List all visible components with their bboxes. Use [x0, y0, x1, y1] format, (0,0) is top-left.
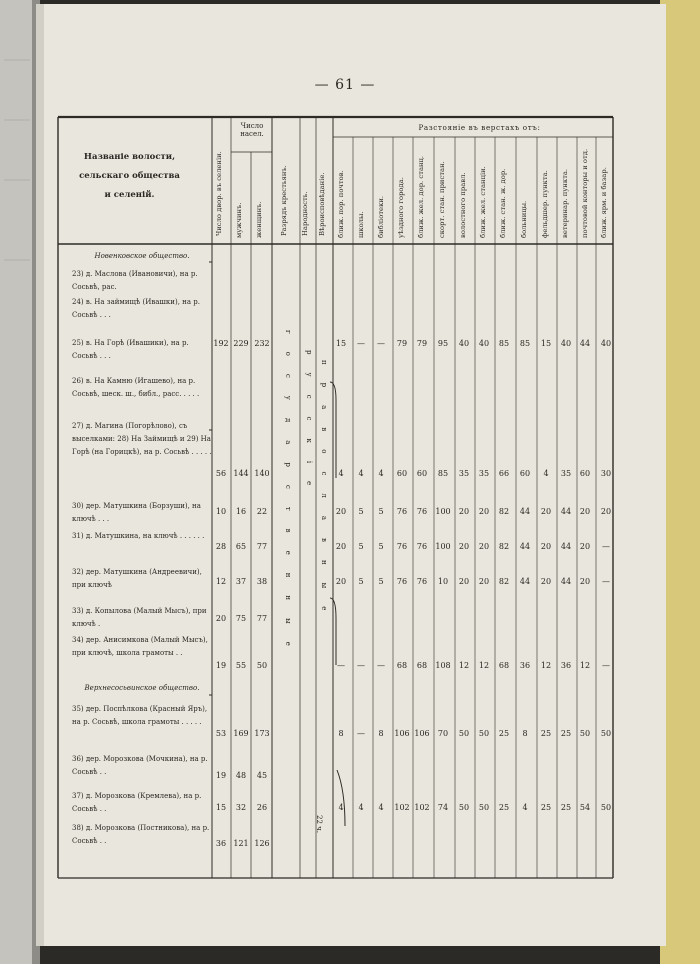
cell-households: 12: [215, 577, 227, 586]
table-row-label: 34) дер. Анисимкова (Малый Мысъ), при ключѣ, школа грамоты . .: [72, 636, 208, 657]
table-row-label: 31) д. Матушкина, на ключѣ . . . . . .: [72, 532, 205, 540]
cell-distance: 100: [435, 542, 451, 551]
cell-women: 232: [254, 339, 270, 348]
cell-men: 48: [235, 771, 247, 780]
cell-distance: 76: [416, 507, 428, 516]
cell-distance: 74: [437, 803, 449, 812]
distance-column-header: библіотеки.: [377, 195, 385, 238]
cell-distance: 36: [560, 661, 572, 670]
cell-distance: 25: [498, 803, 510, 812]
cell-distance: 76: [396, 577, 408, 586]
table-row-label: 35) дер. Поспѣлкова (Красный Яръ), на р. Сосьвѣ, школа грамоты . . . . .: [72, 705, 208, 726]
cell-distance: 44: [519, 507, 531, 516]
cell-distance: 10: [437, 577, 449, 586]
cell-distance: 25: [540, 803, 552, 812]
cell-distance: 50: [600, 729, 612, 738]
column-header-population: Число насел.: [240, 122, 264, 138]
cell-women: 38: [256, 577, 268, 586]
extra-vertical-text: 22 ч.: [315, 815, 323, 833]
cell-distance: 35: [478, 469, 490, 478]
cell-distance: 4: [358, 469, 364, 478]
cell-distance: —: [337, 661, 345, 670]
cell-distance: 20: [335, 542, 347, 551]
cell-distance: 25: [540, 729, 552, 738]
cell-distance: 70: [437, 729, 449, 738]
cell-distance: 20: [600, 507, 612, 516]
cell-distance: 20: [579, 542, 591, 551]
cell-women: 22: [256, 507, 268, 516]
table-row-label: 26) в. На Камню (Игашево), на р. Сосьвѣ, шеск. ш., библ., расс. . . . .: [72, 377, 200, 398]
cell-distance: 4: [522, 803, 528, 812]
table-row-label: Верхнесосьвинское общество.: [84, 684, 200, 692]
distance-column-header: ближ. жел. станціи.: [479, 166, 487, 238]
cell-distance: —: [357, 661, 365, 670]
cell-distance: 20: [335, 507, 347, 516]
cell-distance: 44: [560, 542, 572, 551]
column-header-name-line-3: и селеній.: [104, 190, 155, 200]
cell-distance: 25: [560, 729, 572, 738]
cell-distance: —: [357, 339, 365, 348]
cell-distance: 20: [335, 577, 347, 586]
cell-distance: 4: [338, 803, 344, 812]
cell-distance: 50: [458, 803, 470, 812]
cell-men: 169: [233, 729, 249, 738]
cell-distance: 15: [335, 339, 347, 348]
cell-distance: 68: [416, 661, 428, 670]
cell-distance: —: [377, 661, 385, 670]
cell-distance: 20: [478, 542, 490, 551]
cell-distance: 5: [378, 577, 384, 586]
cell-households: 36: [215, 839, 227, 848]
cell-women: 140: [254, 469, 270, 478]
cell-distance: 5: [358, 577, 364, 586]
distance-column-header: почтовой конторы и отд.: [581, 148, 589, 238]
cell-distance: 100: [435, 507, 451, 516]
cell-distance: 68: [498, 661, 510, 670]
table-row-label: 25) в. На Горѣ (Ивашики), на р. Сосьвѣ . . .: [72, 339, 189, 360]
distance-column-header: ветеринар. пункта.: [561, 168, 569, 238]
cell-distance: 76: [396, 507, 408, 516]
distance-column-header: волостного правл.: [459, 172, 467, 238]
cell-distance: 12: [579, 661, 591, 670]
cell-distance: 5: [358, 507, 364, 516]
cell-households: 20: [215, 614, 227, 623]
cell-distance: 15: [540, 339, 552, 348]
cell-distance: 95: [437, 339, 449, 348]
column-header-women: женщинъ.: [255, 201, 263, 238]
cell-distance: 8: [378, 729, 384, 738]
cell-men: 144: [233, 469, 249, 478]
cell-distance: —: [602, 577, 610, 586]
cell-distance: 106: [414, 729, 430, 738]
cell-distance: 20: [579, 507, 591, 516]
cell-men: 55: [235, 661, 247, 670]
cell-women: 26: [256, 803, 268, 812]
cell-distance: 12: [478, 661, 490, 670]
cell-distance: 82: [498, 577, 510, 586]
cell-distance: 60: [579, 469, 591, 478]
cell-distance: 44: [579, 339, 591, 348]
cell-distance: 50: [600, 803, 612, 812]
cell-distance: 20: [540, 542, 552, 551]
cell-households: 10: [215, 507, 227, 516]
column-header-men: мужчинъ.: [235, 202, 243, 238]
cell-distance: 40: [478, 339, 490, 348]
cell-distance: 20: [579, 577, 591, 586]
cell-women: 77: [256, 614, 268, 623]
table-row-label: Новенковское общество.: [94, 252, 190, 260]
faith-vertical-text: православные: [320, 360, 328, 629]
cell-households: 15: [215, 803, 227, 812]
cell-households: 28: [215, 542, 227, 551]
cell-distance: 20: [458, 507, 470, 516]
cell-distance: 50: [579, 729, 591, 738]
cell-distance: 50: [478, 729, 490, 738]
cell-distance: 79: [416, 339, 428, 348]
distance-column-header: ближ. пор. почтов.: [337, 170, 345, 238]
cell-distance: 60: [416, 469, 428, 478]
cell-distance: 4: [358, 803, 364, 812]
column-header-name-line-1: Названіе волости,: [83, 152, 176, 162]
cell-men: 16: [235, 507, 247, 516]
cell-distance: —: [602, 542, 610, 551]
column-header-faith: Вѣроисповѣданіе.: [318, 172, 326, 236]
table-row-label: 37) д. Морозкова (Кремлева), на р. Сосьвѣ . .: [72, 792, 202, 813]
cell-distance: 35: [458, 469, 470, 478]
distance-column-header: ближ. жел. дор. станц.: [417, 155, 425, 238]
cell-men: 37: [235, 577, 247, 586]
cell-distance: 40: [600, 339, 612, 348]
cell-distance: 30: [600, 469, 612, 478]
distance-column-header: ближ. стан. ж. дор.: [499, 168, 507, 238]
cell-distance: 44: [519, 542, 531, 551]
cell-distance: 76: [416, 542, 428, 551]
cell-distance: 44: [560, 507, 572, 516]
cell-distance: 35: [560, 469, 572, 478]
cell-distance: 76: [396, 542, 408, 551]
cell-distance: 50: [458, 729, 470, 738]
cell-distance: 20: [478, 507, 490, 516]
table-row-label: 24) в. На займищѣ (Ивашки), на р. Сосьвѣ . . .: [72, 298, 200, 319]
cell-distance: 12: [458, 661, 470, 670]
cell-women: 50: [256, 661, 268, 670]
cell-distance: —: [357, 729, 365, 738]
cell-distance: 5: [358, 542, 364, 551]
cell-households: 19: [215, 771, 227, 780]
distance-column-header: скорт. стан. пристан.: [438, 161, 446, 238]
distance-column-header: уѣздного города.: [397, 177, 405, 238]
cell-distance: 79: [396, 339, 408, 348]
cell-distance: 76: [416, 577, 428, 586]
cell-distance: 85: [437, 469, 449, 478]
cell-distance: 82: [498, 507, 510, 516]
distance-column-header: школы.: [357, 211, 365, 238]
cell-distance: 54: [579, 803, 591, 812]
cell-distance: 82: [498, 542, 510, 551]
cell-households: 192: [213, 339, 229, 348]
cell-distance: 4: [543, 469, 549, 478]
cell-distance: 102: [414, 803, 430, 812]
cell-distance: 20: [458, 542, 470, 551]
column-header-households: Число двор. въ селеніи.: [215, 151, 223, 236]
cell-distance: 66: [498, 469, 510, 478]
table-row-label: 27) д. Магина (Погорѣлово), съ выселками: 28) На Займищѣ и 29) На Горѣ (на Горицкѣ), на р. Сосьвѣ . . . . .: [72, 422, 212, 456]
cell-distance: 20: [478, 577, 490, 586]
cell-distance: 102: [394, 803, 410, 812]
cell-distance: 20: [458, 577, 470, 586]
cell-distance: 108: [435, 661, 451, 670]
cell-distance: 44: [519, 577, 531, 586]
table-row-label: 30) дер. Матушкина (Борзуши), на ключѣ . . .: [72, 502, 201, 523]
cell-women: 45: [256, 771, 268, 780]
cell-distance: 4: [338, 469, 344, 478]
cell-distance: 4: [378, 469, 384, 478]
distance-column-header: больницы.: [520, 200, 528, 238]
column-header-distance: Разстояніе въ верстахъ отъ:: [418, 123, 541, 132]
cell-women: 77: [256, 542, 268, 551]
cell-distance: 85: [519, 339, 531, 348]
cell-distance: 4: [378, 803, 384, 812]
cell-distance: 40: [560, 339, 572, 348]
cell-distance: 12: [540, 661, 552, 670]
table-row-label: 36) дер. Морозкова (Мочкина), на р. Сосьвѣ . .: [72, 755, 208, 776]
category-vertical-text: государственные: [284, 330, 292, 664]
cell-men: 65: [235, 542, 247, 551]
cell-distance: 20: [540, 577, 552, 586]
cell-distance: 36: [519, 661, 531, 670]
distance-column-header: фельдшер. пункта.: [541, 170, 549, 238]
table-row-label: 23) д. Маслова (Ивановичи), на р. Сосьвѣ, рас.: [72, 270, 198, 291]
cell-men: 229: [233, 339, 249, 348]
cell-women: 173: [254, 729, 270, 738]
cell-distance: 68: [396, 661, 408, 670]
table-row-label: 32) дер. Матушкина (Андреевичи), при ключѣ: [72, 568, 202, 589]
page-number: — 61 —: [314, 77, 376, 93]
column-header-category: Разрядъ крестьянъ.: [280, 165, 288, 236]
cell-distance: 20: [540, 507, 552, 516]
column-header-nationality: Народность.: [301, 191, 309, 236]
cell-distance: 60: [519, 469, 531, 478]
cell-distance: 40: [458, 339, 470, 348]
cell-men: 75: [235, 614, 247, 623]
column-header-name-line-2: сельскаго общества: [79, 171, 180, 181]
cell-distance: 8: [338, 729, 344, 738]
nationality-vertical-text: русскіе: [305, 350, 313, 504]
cell-distance: 60: [396, 469, 408, 478]
cell-distance: 8: [522, 729, 528, 738]
cell-distance: 5: [378, 507, 384, 516]
cell-men: 32: [235, 803, 247, 812]
cell-women: 126: [254, 839, 270, 848]
table-row-label: 33) д. Копылова (Малый Мысъ), при ключѣ .: [72, 607, 207, 628]
distance-column-header: ближ. ярм. и базар.: [600, 167, 608, 238]
cell-distance: 106: [394, 729, 410, 738]
cell-distance: 44: [560, 577, 572, 586]
cell-households: 53: [215, 729, 227, 738]
cell-distance: 50: [478, 803, 490, 812]
table-row-label: 38) д. Морозкова (Постникова), на р. Сосьвѣ . .: [72, 824, 210, 845]
cell-distance: 25: [560, 803, 572, 812]
cell-distance: —: [377, 339, 385, 348]
cell-men: 121: [233, 839, 249, 848]
cell-distance: 25: [498, 729, 510, 738]
cell-households: 56: [215, 469, 227, 478]
cell-distance: 5: [378, 542, 384, 551]
cell-distance: —: [602, 661, 610, 670]
cell-distance: 85: [498, 339, 510, 348]
cell-households: 19: [215, 661, 227, 670]
column-header-name: [62, 148, 197, 205]
